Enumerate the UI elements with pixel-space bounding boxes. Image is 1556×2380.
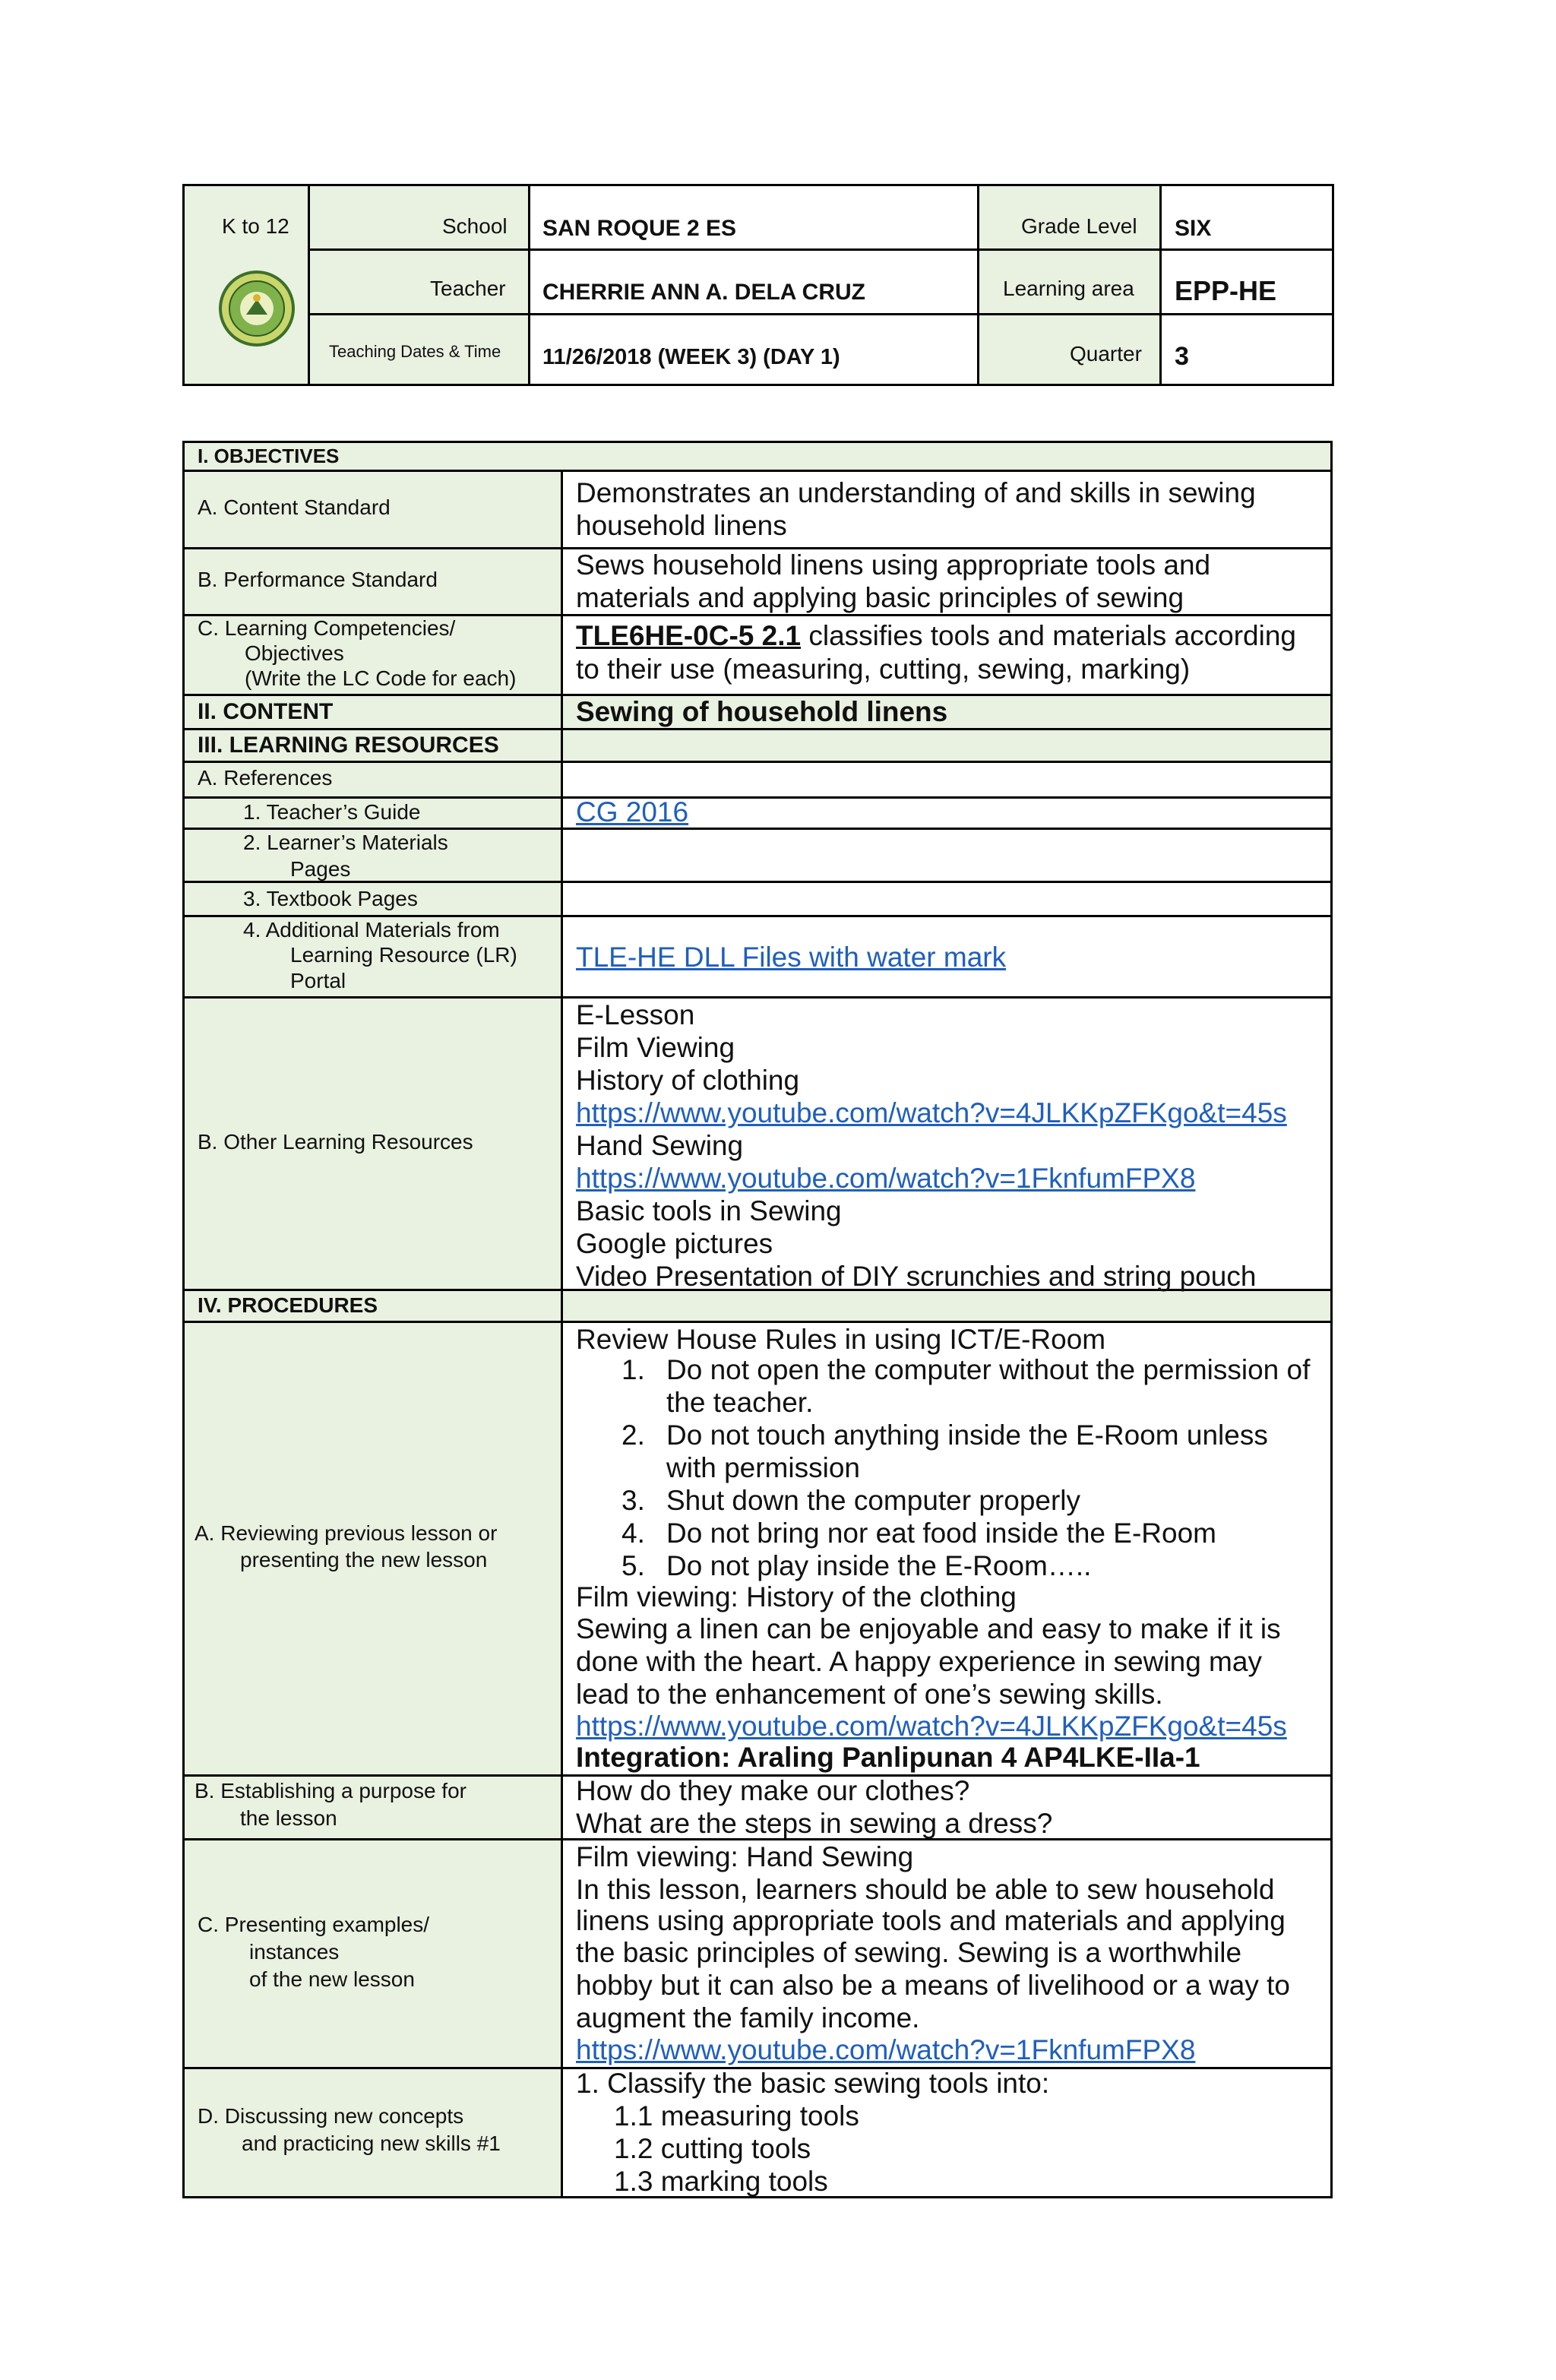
- lc-label-2: Objectives: [245, 641, 344, 665]
- content-standard-label: A. Content Standard: [198, 495, 391, 519]
- b-label-2: the lesson: [240, 1806, 337, 1830]
- quarter-value: 3: [1175, 342, 1189, 371]
- tb-label: 3. Textbook Pages: [243, 887, 418, 910]
- c-line: augment the family income.: [576, 2002, 920, 2033]
- resources-row-right: [563, 730, 1330, 761]
- a-rule-text: Do not touch anything inside the E-Room unless: [666, 1419, 1268, 1451]
- d-line-1: 1. Classify the basic sewing tools into:: [576, 2068, 1050, 2099]
- school-label: School: [442, 214, 508, 238]
- other-label: B. Other Learning Resources: [198, 1130, 473, 1154]
- content-standard-text-1: Demonstrates an understanding of and skills in sewing: [576, 477, 1256, 508]
- b-line-2: What are the steps in sewing a dress?: [576, 1808, 1053, 1839]
- row-line: [185, 881, 1330, 883]
- grade-value: SIX: [1175, 216, 1212, 241]
- content-title: II. CONTENT: [198, 699, 334, 724]
- a-paragraph-3: lead to the enhancement of one’s sewing skills.: [576, 1679, 1163, 1710]
- quarter-label: Quarter: [1070, 342, 1142, 366]
- dates-label: Teaching Dates & Time: [329, 342, 501, 361]
- row-line: [185, 728, 1330, 730]
- other-link[interactable]: https://www.youtube.com/watch?v=1FknfumFPX8: [576, 1163, 1196, 1194]
- lm-label-1: 2. Learner’s Materials: [243, 831, 448, 854]
- a-rule-num: 2.: [621, 1419, 645, 1451]
- k12-label: K to 12: [222, 214, 289, 238]
- a-rule-text: Shut down the computer properly: [666, 1485, 1081, 1516]
- resources-title: III. LEARNING RESOURCES: [198, 733, 499, 758]
- school-seal-logo: [219, 271, 295, 347]
- row-line: [185, 996, 1330, 999]
- content-standard-text-2: household linens: [576, 510, 787, 541]
- d-line-2: 1.1 measuring tools: [614, 2100, 859, 2132]
- objectives-title: I. OBJECTIVES: [198, 445, 340, 467]
- c-line: linens using appropriate tools and materials and applying: [576, 1905, 1286, 1936]
- content-value: Sewing of household linens: [576, 696, 948, 727]
- d-line-3: 1.2 cutting tools: [614, 2133, 811, 2164]
- c-line: Film viewing: Hand Sewing: [576, 1841, 914, 1872]
- area-value: EPP-HE: [1175, 275, 1277, 306]
- other-line: Hand Sewing: [576, 1130, 744, 1161]
- procedures-title: IV. PROCEDURES: [198, 1293, 378, 1317]
- a-rule-text: the teacher.: [666, 1387, 814, 1418]
- a-link[interactable]: https://www.youtube.com/watch?v=4JLKKpZFKgo&t=45s: [576, 1711, 1287, 1742]
- teacher-label: Teacher: [430, 277, 506, 300]
- tg-link[interactable]: CG 2016: [576, 796, 689, 828]
- lm-label-2: Pages: [290, 857, 351, 881]
- lc-code: TLE6HE-0C-5 2.1: [576, 620, 802, 651]
- lc-label-3: (Write the LC Code for each): [245, 666, 517, 690]
- area-label: Learning area: [1003, 277, 1134, 300]
- teacher-value: CHERRIE ANN A. DELA CRUZ: [542, 280, 865, 305]
- c-line: hobby but it can also be a means of livelihood or a way to: [576, 1970, 1290, 2001]
- d-label-2: and practicing new skills #1: [242, 2132, 501, 2155]
- other-link[interactable]: https://www.youtube.com/watch?v=4JLKKpZFKgo&t=45s: [576, 1097, 1287, 1128]
- c-label-1: C. Presenting examples/: [198, 1913, 430, 1936]
- other-line: Video Presentation of DIY scrunchies and string pouch: [576, 1261, 1257, 1292]
- row-line: [185, 761, 1330, 763]
- other-line: History of clothing: [576, 1065, 800, 1096]
- d-line-4: 1.3 marking tools: [614, 2166, 828, 2197]
- am-label-3: Portal: [290, 969, 346, 992]
- a-paragraph-1: Sewing a linen can be enjoyable and easy to make if it is: [576, 1613, 1281, 1644]
- lc-text-1: [576, 619, 1296, 652]
- c-label-bg: [185, 1840, 561, 2067]
- a-paragraph-2: done with the heart. A happy experience in sewing may: [576, 1646, 1262, 1677]
- am-link[interactable]: TLE-HE DLL Files with water mark: [576, 942, 1007, 973]
- c-link[interactable]: https://www.youtube.com/watch?v=1FknfumFPX8: [576, 2034, 1196, 2065]
- dates-value: 11/26/2018 (WEEK 3) (DAY 1): [542, 345, 840, 369]
- lc-text-2: to their use (measuring, cutting, sewing, marking): [576, 654, 1191, 685]
- references-label: A. References: [198, 766, 333, 790]
- other-line: Film Viewing: [576, 1032, 735, 1063]
- a-intro: Review House Rules in using ICT/E-Room: [576, 1324, 1106, 1355]
- b-label-1: B. Establishing a purpose for: [194, 1779, 466, 1802]
- am-label-2: Learning Resource (LR): [290, 943, 517, 967]
- d-label-1: D. Discussing new concepts: [198, 2104, 464, 2128]
- a-rule-text: with permission: [666, 1452, 860, 1483]
- a-label-2: presenting the new lesson: [240, 1548, 488, 1571]
- a-integration: Integration: Araling Panlipunan 4 AP4LKE-IIa-1: [576, 1742, 1200, 1773]
- a-rule-num: 1.: [621, 1354, 645, 1385]
- c-line: the basic principles of sewing. Sewing is a worthwhile: [576, 1937, 1242, 1968]
- row-line: [185, 796, 1330, 799]
- b-line-1: How do they make our clothes?: [576, 1775, 970, 1806]
- performance-standard-text-2: materials and applying basic principles of sewing: [576, 582, 1184, 613]
- a-rule-text: Do not play inside the E-Room…..: [666, 1550, 1092, 1581]
- a-film: Film viewing: History of the clothing: [576, 1581, 1017, 1613]
- a-rule-num: 3.: [621, 1485, 645, 1516]
- performance-standard-label: B. Performance Standard: [198, 568, 438, 591]
- procedures-row-right: [563, 1291, 1330, 1321]
- lc-text-1-rest: classifies tools and materials according: [801, 620, 1297, 651]
- other-line: Google pictures: [576, 1228, 773, 1259]
- row-line: [185, 470, 1330, 472]
- tg-label: 1. Teacher’s Guide: [243, 800, 421, 824]
- a-rule-text: Do not open the computer without the permission of: [666, 1354, 1311, 1385]
- am-label-1: 4. Additional Materials from: [243, 918, 500, 942]
- lc-label-1: C. Learning Competencies/: [198, 616, 456, 640]
- c-label-3: of the new lesson: [249, 1967, 415, 1991]
- c-line: In this lesson, learners should be able to sew household: [576, 1874, 1275, 1905]
- c-label-2: instances: [249, 1940, 340, 1964]
- other-line: E-Lesson: [576, 999, 695, 1030]
- a-rule-num: 4.: [621, 1518, 645, 1549]
- grade-label: Grade Level: [1021, 214, 1137, 238]
- performance-standard-text-1: Sews household linens using appropriate tools and: [576, 549, 1211, 581]
- school-value: SAN ROQUE 2 ES: [542, 216, 737, 241]
- objectives-row: [185, 443, 1330, 470]
- a-label-1: A. Reviewing previous lesson or: [194, 1521, 498, 1545]
- a-rule-num: 5.: [621, 1550, 645, 1581]
- a-rule-text: Do not bring nor eat food inside the E-Room: [666, 1518, 1216, 1549]
- other-line: Basic tools in Sewing: [576, 1195, 842, 1226]
